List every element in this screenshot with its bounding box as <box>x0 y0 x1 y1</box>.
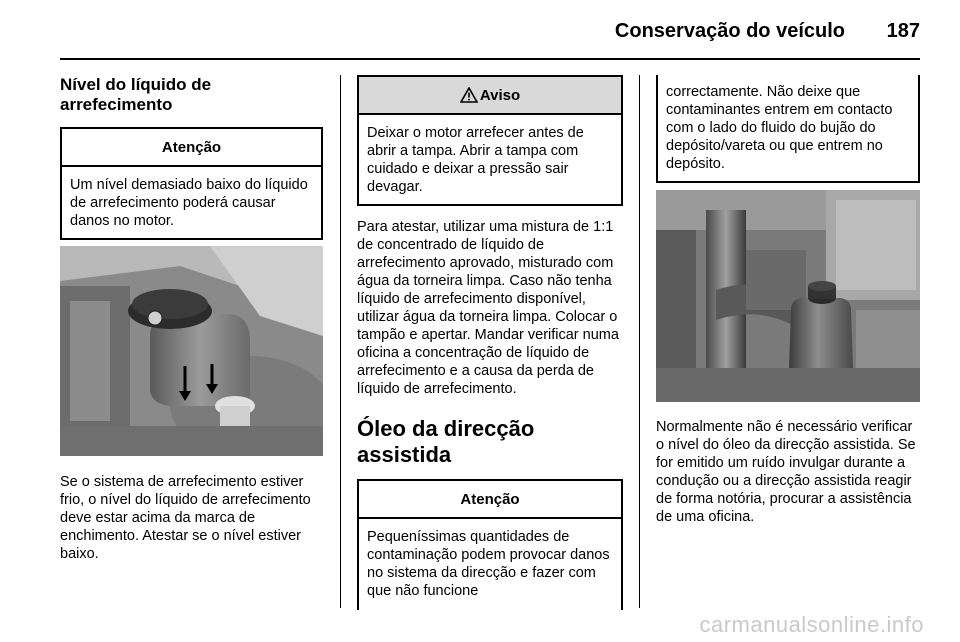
steering-attention-text: Pequeníssimas quantidades de contaminação podem provocar danos no sistema da direcção e fazer com que não funcione <box>367 529 610 599</box>
column-1 <box>60 75 323 240</box>
coolant-attention-text: Um nível demasiado baixo do líquido de arrefecimento poderá causar danos no motor. <box>70 177 308 229</box>
coolant-attention-box <box>60 127 323 240</box>
coolant-heading-line2: arrefecimento <box>60 95 173 114</box>
steering-oil-heading: Óleo da direcção assistida <box>357 416 535 467</box>
steering-paragraph: Normalmente não é necessário verificar o nível do óleo da direcção assistida. Se for emitido um ruído invulgar durante a condução ou a direcção assistida reagir de forma notória, procurar a assistência de uma oficina. <box>656 419 916 525</box>
column-2 <box>357 75 623 610</box>
page-number: 187 <box>886 20 920 42</box>
coolant-heading-line1: Nível do líquido de <box>60 75 212 94</box>
steering-reservoir-illustration <box>656 190 920 402</box>
watermark: carmanualsonline.info <box>699 612 924 637</box>
warning-text: Deixar o motor arrefecer antes de abrir a tampa. Abrir a tampa com cuidado e deixar a pressão sair devagar. <box>367 125 584 195</box>
column-divider-2 <box>639 75 640 608</box>
warning-box <box>357 75 623 206</box>
coolant-heading <box>60 75 323 115</box>
header-divider <box>60 58 920 60</box>
steering-attention-box <box>357 479 623 610</box>
steering-reservoir-photo <box>656 190 920 402</box>
top-up-paragraph: Para atestar, utilizar uma mistura de 1:1 de concentrado de líquido de arrefecimento aprovado, misturado com água da torneira limpa. Caso não tenha líquido de arrefecimento disponível, utilizar água da torneira limpa. Colocar o tampão e apertar. Mandar verificar numa oficina a concentração de líquido de arrefecimento e a causa da perda de líquido de arrefecimento. <box>357 219 619 397</box>
warning-triangle-icon <box>460 87 478 103</box>
warning-title-bar <box>359 77 621 115</box>
steering-attention-title: Atenção <box>359 481 621 519</box>
steering-attention-continued-box <box>656 75 920 183</box>
running-header-title: Conservação do veículo <box>614 20 845 42</box>
coolant-reservoir-illustration <box>60 246 323 456</box>
warning-title: Aviso <box>479 86 521 104</box>
column-divider-1 <box>340 75 341 608</box>
coolant-reservoir-photo <box>60 246 323 456</box>
coolant-attention-title: Atenção <box>62 129 321 167</box>
steering-attention-continued-text: correctamente. Não deixe que contaminantes entrem em contacto com o lado do fluido do bujão do depósito/vareta ou que entrem no depósito. <box>666 84 893 172</box>
column-3 <box>656 75 920 183</box>
coolant-paragraph: Se o sistema de arrefecimento estiver frio, o nível do líquido de arrefecimento deve estar acima da marca de enchimento. Atestar se o nível estiver baixo. <box>60 474 311 562</box>
